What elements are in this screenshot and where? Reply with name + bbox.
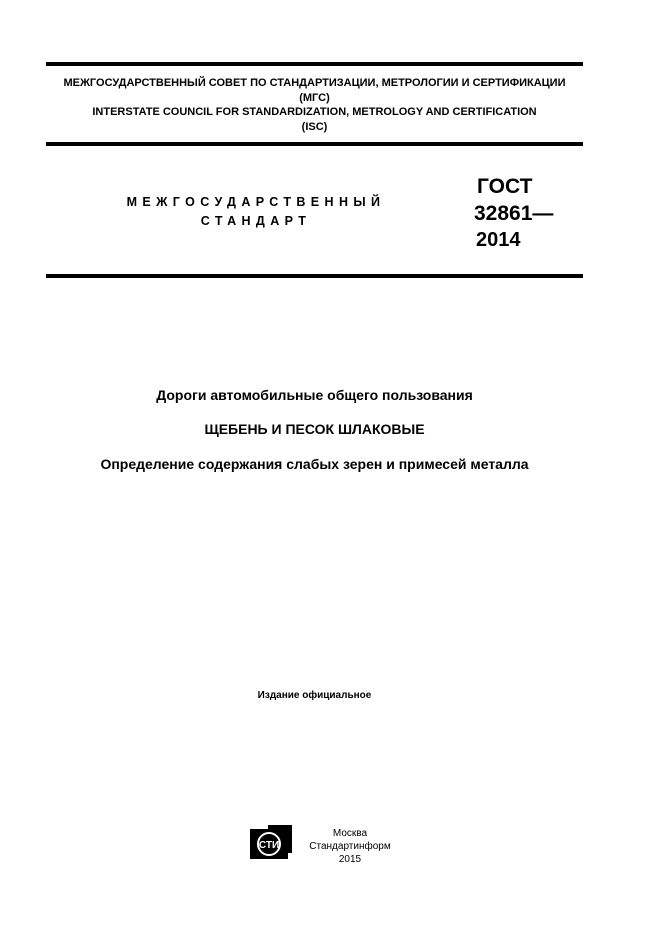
standard-type-line2: СТАНДАРТ (200, 214, 312, 228)
edition-label: Издание официальное (257, 690, 372, 701)
publisher-city: Москва (332, 828, 368, 839)
designation-bottom-rule (46, 274, 583, 278)
publisher-name: Стандартинформ (309, 841, 391, 852)
publisher-block (300, 827, 400, 866)
council-abbr-ru: (МГС) (299, 91, 330, 104)
publisher-logo-text: СТИ (258, 840, 280, 851)
sub-title: Определение содержания слабых зерен и примесей металла (100, 456, 529, 472)
publisher-year: 2015 (338, 854, 362, 865)
standard-type-label (110, 193, 402, 231)
council-name-en: INTERSTATE COUNCIL FOR STANDARDIZATION, METROLOGY AND CERTIFICATION (92, 106, 537, 118)
gost-number: 32861— (474, 202, 554, 225)
main-title: ЩЕБЕНЬ И ПЕСОК ШЛАКОВЫЕ (204, 421, 425, 437)
publisher-logo (248, 823, 294, 861)
council-header (46, 76, 583, 134)
header-bottom-rule (46, 142, 583, 146)
council-name-ru: МЕЖГОСУДАРСТВЕННЫЙ СОВЕТ ПО СТАНДАРТИЗАЦИИ, МЕТРОЛОГИИ И СЕРТИФИКАЦИИ (63, 77, 566, 89)
gost-prefix: ГОСТ (477, 175, 533, 198)
general-title: Дороги автомобильные общего пользования (156, 387, 473, 403)
gost-year: 2014 (476, 229, 521, 251)
top-rule (46, 62, 583, 66)
council-abbr-en: (ISC) (301, 120, 328, 133)
standard-type-line1: МЕЖГОСУДАРСТВЕННЫЙ (126, 195, 386, 209)
